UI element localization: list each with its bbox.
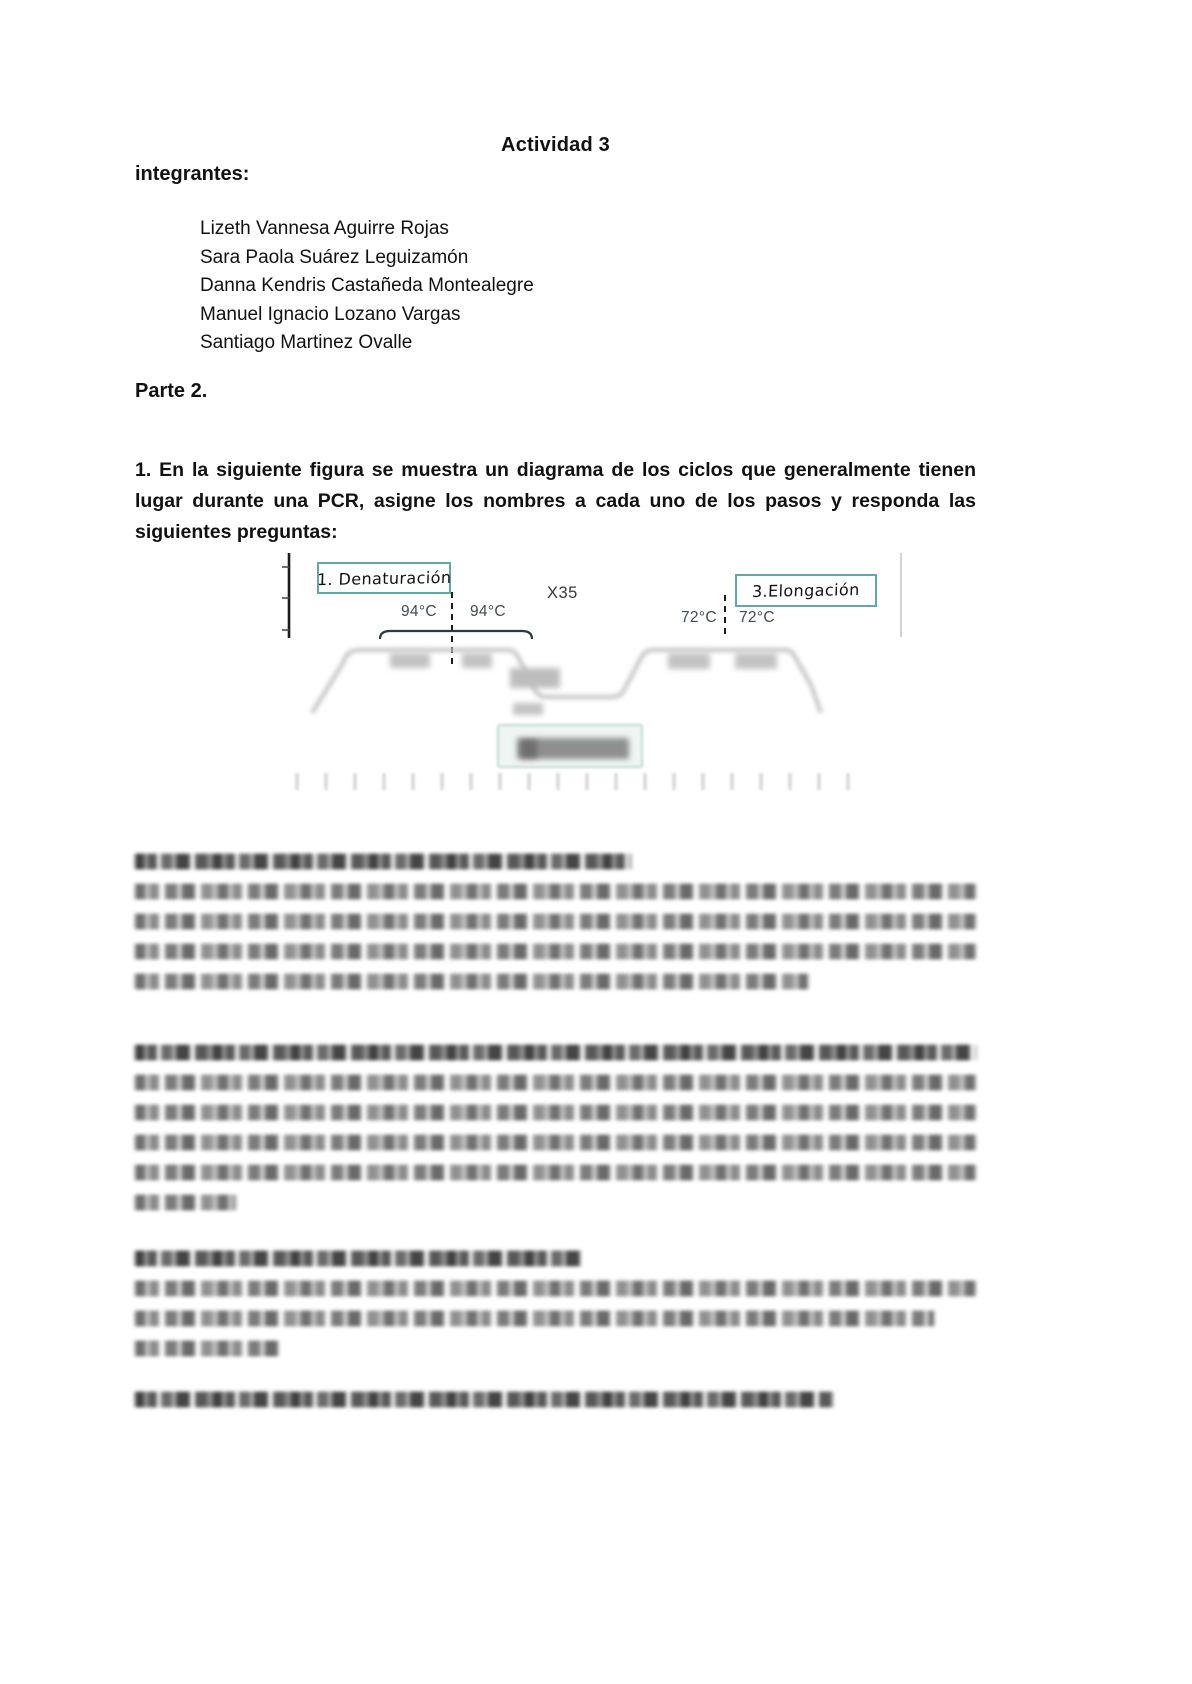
cycles-x35-label: X35 xyxy=(547,584,578,602)
step3-label: 3.Elongación xyxy=(751,580,861,601)
redacted-question-line xyxy=(135,1045,976,1061)
redacted-section xyxy=(135,1044,976,1224)
redacted-answer-line xyxy=(135,1195,236,1211)
redacted-answer-line xyxy=(135,914,976,930)
redacted-answer-line xyxy=(135,884,976,900)
redacted-answer-line xyxy=(135,1075,976,1091)
redacted-curve-labels xyxy=(390,653,777,715)
denaturation-bracket xyxy=(380,631,532,639)
temp-label-94-left: 94°C xyxy=(401,603,437,620)
redacted-answer-line xyxy=(135,1341,278,1357)
y-axis xyxy=(282,553,289,795)
redacted-question-line xyxy=(135,1392,833,1408)
redacted-answer-line xyxy=(135,974,808,990)
redacted-question-line xyxy=(135,1251,581,1267)
redacted-answer-line xyxy=(135,1281,976,1297)
temp-label-94-right: 94°C xyxy=(470,603,506,620)
step1-label: 1. Denaturación xyxy=(316,567,452,589)
members-label: integrantes: xyxy=(135,163,250,185)
member-name: Santiago Martinez Ovalle xyxy=(200,332,413,353)
member-name: Danna Kendris Castañeda Montealegre xyxy=(200,275,534,296)
redacted-question-line xyxy=(135,854,631,870)
step2-hybridization-box-redacted xyxy=(498,725,642,767)
redacted-answer-line xyxy=(135,1105,976,1121)
time-axis-ticks xyxy=(295,773,850,790)
redacted-section xyxy=(135,1250,976,1370)
redacted-answer-line xyxy=(135,1135,976,1151)
members-list xyxy=(200,215,534,358)
member-name: Sara Paola Suárez Leguizamón xyxy=(200,246,469,268)
redacted-section xyxy=(135,1391,976,1421)
redacted-answer-line xyxy=(135,1165,976,1181)
temp-label-72-right: 72°C xyxy=(739,609,775,626)
redacted-answer-line xyxy=(135,944,976,960)
pcr-cycle-figure xyxy=(255,545,915,807)
member-name: Lizeth Vannesa Aguirre Rojas xyxy=(200,218,449,239)
temp-label-72-left: 72°C xyxy=(681,609,717,626)
part-label: Parte 2. xyxy=(135,380,208,402)
question-1-text: 1. En la siguiente figura se muestra un diagrama de los ciclos que generalmente tienen lugar durante una PCR, asigne los nombres a cada uno de los pasos y responda las siguientes preguntas: xyxy=(135,459,976,543)
redacted-answer-line xyxy=(135,1311,934,1327)
step3-elongation-box xyxy=(735,574,877,607)
member-name: Manuel Ignacio Lozano Vargas xyxy=(200,303,461,325)
step1-denaturation-box xyxy=(317,562,451,594)
page-title: Actividad 3 xyxy=(501,134,610,156)
redacted-section xyxy=(135,853,976,1003)
